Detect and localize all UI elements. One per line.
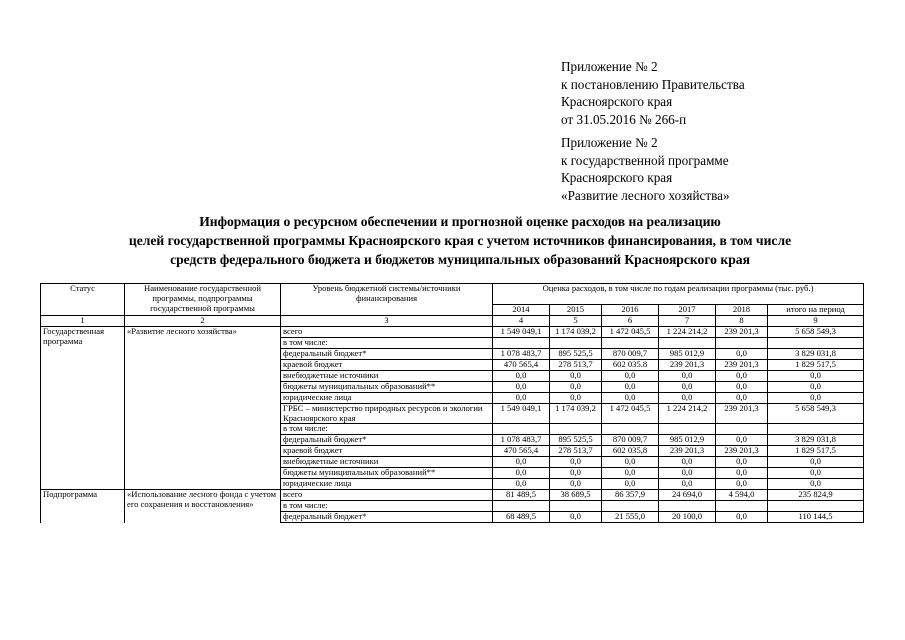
column-number: 2 bbox=[125, 316, 281, 327]
document-heading bbox=[60, 212, 860, 269]
year-value-cell bbox=[550, 501, 602, 512]
year-value-cell: 0,0 bbox=[493, 392, 550, 403]
year-value-cell bbox=[602, 501, 659, 512]
header-estimate: Оценка расходов, в том числе по годам реализации программы (тыс. руб.) bbox=[493, 284, 864, 305]
year-value-cell bbox=[602, 337, 659, 348]
period-total-cell: 110 144,5 bbox=[768, 512, 864, 523]
year-value-cell: 895 525,5 bbox=[550, 348, 602, 359]
year-value-cell: 0,0 bbox=[493, 370, 550, 381]
funding-level-cell: краевой бюджет bbox=[281, 446, 493, 457]
heading-line: Информация о ресурсном обеспечении и прогнозной оценке расходов на реализацию bbox=[199, 214, 721, 229]
status-cell: Государственная программа bbox=[41, 326, 125, 490]
column-number: 5 bbox=[550, 316, 602, 327]
header-year: 2016 bbox=[602, 305, 659, 316]
year-value-cell: 985 012,9 bbox=[659, 348, 716, 359]
year-value-cell: 21 555,0 bbox=[602, 512, 659, 523]
year-value-cell: 86 357,9 bbox=[602, 490, 659, 501]
column-number: 8 bbox=[716, 316, 768, 327]
year-value-cell: 1 078 483,7 bbox=[493, 348, 550, 359]
funding-level-cell: юридические лица bbox=[281, 479, 493, 490]
year-value-cell: 1 174 039,2 bbox=[550, 326, 602, 337]
appendix-line: к постановлению Правительства bbox=[561, 76, 745, 92]
status-cell: Подпрограмма bbox=[41, 490, 125, 523]
year-value-cell: 1 472 045,5 bbox=[602, 403, 659, 424]
year-value-cell: 0,0 bbox=[716, 512, 768, 523]
year-value-cell: 0,0 bbox=[659, 479, 716, 490]
funding-level-cell: в том числе: bbox=[281, 501, 493, 512]
table-body bbox=[41, 284, 864, 523]
funding-level-cell: внебюджетные источники bbox=[281, 457, 493, 468]
period-total-cell: 0,0 bbox=[768, 479, 864, 490]
year-value-cell bbox=[493, 501, 550, 512]
year-value-cell: 0,0 bbox=[716, 435, 768, 446]
appendix-line: Приложение № 2 bbox=[561, 135, 658, 150]
funding-level-cell: в том числе: bbox=[281, 337, 493, 348]
year-value-cell: 0,0 bbox=[493, 381, 550, 392]
appendix-block-decree bbox=[561, 58, 745, 128]
funding-level-cell: юридические лица bbox=[281, 392, 493, 403]
table-row bbox=[41, 490, 864, 501]
header-year: 2018 bbox=[716, 305, 768, 316]
year-value-cell: 239 201,3 bbox=[716, 359, 768, 370]
table-row bbox=[41, 326, 864, 337]
year-value-cell: 0,0 bbox=[493, 479, 550, 490]
year-value-cell: 0,0 bbox=[602, 381, 659, 392]
year-value-cell bbox=[493, 424, 550, 435]
year-value-cell: 0,0 bbox=[716, 381, 768, 392]
year-value-cell: 0,0 bbox=[716, 468, 768, 479]
year-value-cell: 0,0 bbox=[659, 468, 716, 479]
header-status: Статус bbox=[41, 284, 125, 316]
period-total-cell bbox=[768, 337, 864, 348]
year-value-cell: 0,0 bbox=[550, 392, 602, 403]
funding-level-cell: всего bbox=[281, 326, 493, 337]
header-year: 2015 bbox=[550, 305, 602, 316]
funding-level-cell: краевой бюджет bbox=[281, 359, 493, 370]
year-value-cell: 0,0 bbox=[716, 348, 768, 359]
header-level: Уровень бюджетной системы/источники финансирования bbox=[281, 284, 493, 316]
year-value-cell: 1 549 049,1 bbox=[493, 326, 550, 337]
funding-level-cell: федеральный бюджет* bbox=[281, 348, 493, 359]
year-value-cell: 0,0 bbox=[602, 392, 659, 403]
year-value-cell: 1 224 214,2 bbox=[659, 403, 716, 424]
funding-level-cell: федеральный бюджет* bbox=[281, 435, 493, 446]
appendix-block-program bbox=[561, 134, 730, 204]
year-value-cell: 0,0 bbox=[550, 381, 602, 392]
column-number: 3 bbox=[281, 316, 493, 327]
header-name: Наименование государственной программы, подпрограммы государственной программы bbox=[125, 284, 281, 316]
year-value-cell: 870 009,7 bbox=[602, 435, 659, 446]
year-value-cell: 81 489,5 bbox=[493, 490, 550, 501]
appendix-line: от 31.05.2016 № 266-п bbox=[561, 111, 687, 127]
period-total-cell: 0,0 bbox=[768, 381, 864, 392]
period-total-cell: 1 829 517,5 bbox=[768, 446, 864, 457]
header-row bbox=[41, 284, 864, 305]
year-value-cell: 20 100,0 bbox=[659, 512, 716, 523]
header-year: 2014 bbox=[493, 305, 550, 316]
year-value-cell: 278 513,7 bbox=[550, 359, 602, 370]
column-number: 6 bbox=[602, 316, 659, 327]
year-value-cell bbox=[716, 501, 768, 512]
year-value-cell bbox=[602, 424, 659, 435]
heading-line: целей государственной программы Красноярского края с учетом источников финансирования, в том числе bbox=[128, 233, 792, 248]
heading-line: средств федерального бюджета и бюджетов муниципальных образований Красноярского края bbox=[170, 252, 750, 267]
year-value-cell: 0,0 bbox=[602, 370, 659, 381]
year-value-cell: 470 565,4 bbox=[493, 359, 550, 370]
funding-level-cell: в том числе: bbox=[281, 424, 493, 435]
year-value-cell: 0,0 bbox=[659, 381, 716, 392]
year-value-cell: 0,0 bbox=[550, 468, 602, 479]
year-value-cell: 0,0 bbox=[550, 457, 602, 468]
period-total-cell: 5 658 549,3 bbox=[768, 326, 864, 337]
appendix-line: к государственной программе bbox=[561, 152, 729, 168]
column-number: 4 bbox=[493, 316, 550, 327]
year-value-cell: 239 201,3 bbox=[659, 446, 716, 457]
resource-table bbox=[40, 283, 864, 523]
year-value-cell: 470 565,4 bbox=[493, 446, 550, 457]
period-total-cell: 5 658 549,3 bbox=[768, 403, 864, 424]
period-total-cell: 0,0 bbox=[768, 370, 864, 381]
year-value-cell bbox=[659, 424, 716, 435]
column-number: 9 bbox=[768, 316, 864, 327]
year-value-cell: 0,0 bbox=[493, 468, 550, 479]
year-value-cell bbox=[659, 337, 716, 348]
funding-level-cell: всего bbox=[281, 490, 493, 501]
appendix-line: «Развитие лесного хозяйства» bbox=[561, 187, 730, 203]
funding-level-cell: бюджеты муниципальных образований** bbox=[281, 468, 493, 479]
period-total-cell: 1 829 517,5 bbox=[768, 359, 864, 370]
period-total-cell: 235 824,9 bbox=[768, 490, 864, 501]
year-value-cell: 38 689,5 bbox=[550, 490, 602, 501]
column-number: 1 bbox=[41, 316, 125, 327]
year-value-cell: 0,0 bbox=[716, 392, 768, 403]
year-value-cell: 1 078 483,7 bbox=[493, 435, 550, 446]
year-value-cell: 0,0 bbox=[716, 457, 768, 468]
year-value-cell: 24 694,0 bbox=[659, 490, 716, 501]
year-value-cell: 0,0 bbox=[602, 468, 659, 479]
year-value-cell: 0,0 bbox=[659, 370, 716, 381]
funding-level-cell: ГРБС – министерство природных ресурсов и экологии Красноярского края bbox=[281, 403, 493, 424]
funding-level-cell: федеральный бюджет* bbox=[281, 512, 493, 523]
funding-level-cell: внебюджетные источники bbox=[281, 370, 493, 381]
year-value-cell bbox=[493, 337, 550, 348]
period-total-cell: 0,0 bbox=[768, 392, 864, 403]
year-value-cell: 0,0 bbox=[550, 370, 602, 381]
year-value-cell bbox=[659, 501, 716, 512]
program-name-cell: «Развитие лесного хозяйства» bbox=[125, 326, 281, 490]
period-total-cell: 3 829 031,8 bbox=[768, 348, 864, 359]
year-value-cell: 0,0 bbox=[602, 457, 659, 468]
year-value-cell: 239 201,3 bbox=[659, 359, 716, 370]
year-value-cell: 68 489,5 bbox=[493, 512, 550, 523]
year-value-cell bbox=[550, 337, 602, 348]
header-total-period: итого на период bbox=[768, 305, 864, 316]
year-value-cell: 602 035,8 bbox=[602, 446, 659, 457]
year-value-cell: 4 594,0 bbox=[716, 490, 768, 501]
year-value-cell: 0,0 bbox=[493, 457, 550, 468]
period-total-cell bbox=[768, 501, 864, 512]
year-value-cell: 1 549 049,1 bbox=[493, 403, 550, 424]
period-total-cell: 0,0 bbox=[768, 468, 864, 479]
year-value-cell: 0,0 bbox=[659, 457, 716, 468]
year-value-cell: 895 525,5 bbox=[550, 435, 602, 446]
funding-level-cell: бюджеты муниципальных образований** bbox=[281, 381, 493, 392]
year-value-cell: 0,0 bbox=[550, 512, 602, 523]
header-year: 2017 bbox=[659, 305, 716, 316]
year-value-cell: 278 513,7 bbox=[550, 446, 602, 457]
year-value-cell: 239 201,3 bbox=[716, 446, 768, 457]
year-value-cell: 0,0 bbox=[716, 479, 768, 490]
column-number: 7 bbox=[659, 316, 716, 327]
year-value-cell: 0,0 bbox=[659, 392, 716, 403]
year-value-cell: 239 201,3 bbox=[716, 326, 768, 337]
year-value-cell: 985 012,9 bbox=[659, 435, 716, 446]
year-value-cell: 0,0 bbox=[550, 479, 602, 490]
year-value-cell bbox=[716, 337, 768, 348]
appendix-line: Приложение № 2 bbox=[561, 59, 658, 74]
appendix-line: Красноярского края bbox=[561, 94, 673, 110]
period-total-cell: 0,0 bbox=[768, 457, 864, 468]
program-name-cell: «Использование лесного фонда с учетом его сохранения и восстановления» bbox=[125, 490, 281, 523]
year-value-cell bbox=[550, 424, 602, 435]
year-value-cell: 1 472 045,5 bbox=[602, 326, 659, 337]
period-total-cell bbox=[768, 424, 864, 435]
appendix-line: Красноярского края bbox=[561, 170, 673, 186]
year-value-cell: 870 009,7 bbox=[602, 348, 659, 359]
year-value-cell: 1 224 214,2 bbox=[659, 326, 716, 337]
year-value-cell bbox=[716, 424, 768, 435]
year-value-cell: 239 201,3 bbox=[716, 403, 768, 424]
period-total-cell: 3 829 031,8 bbox=[768, 435, 864, 446]
column-number-row bbox=[41, 316, 864, 327]
year-value-cell: 602 035.8 bbox=[602, 359, 659, 370]
year-value-cell: 0,0 bbox=[602, 479, 659, 490]
year-value-cell: 0,0 bbox=[716, 370, 768, 381]
year-value-cell: 1 174 039,2 bbox=[550, 403, 602, 424]
